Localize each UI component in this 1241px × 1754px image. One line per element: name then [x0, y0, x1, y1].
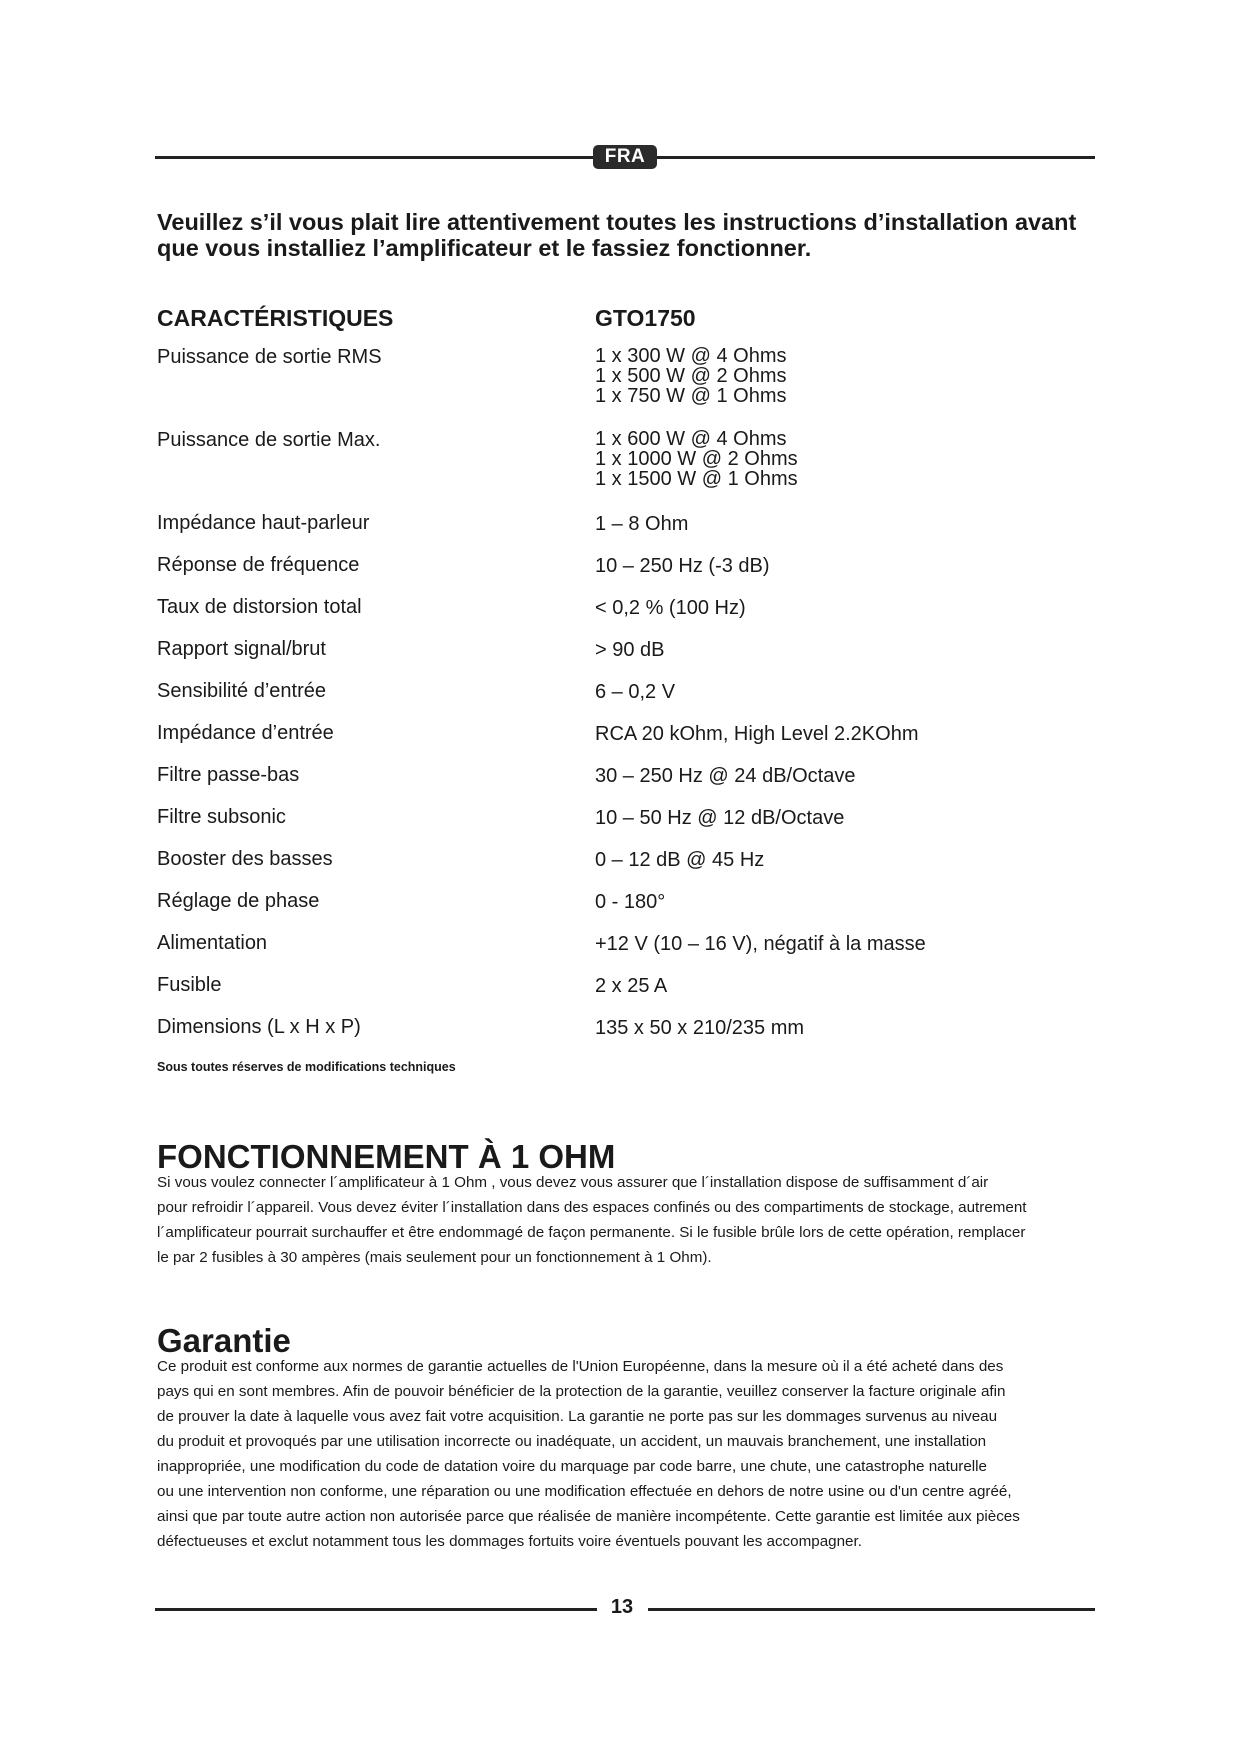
one-ohm-heading: FONCTIONNEMENT À 1 OHM: [157, 1138, 616, 1175]
spec-label: Réglage de phase: [157, 890, 320, 912]
spec-values: [595, 764, 855, 788]
specs-footnote: Sous toutes réserves de modifications techniques: [157, 1060, 456, 1074]
paragraph-line: l´amplificateur pourrait surchauffer et être endommagé de façon permanente. Si le fusible brûle lors de cette opération, remplacer: [157, 1224, 1026, 1241]
spec-value: 1 x 1000 W @ 2 Ohms: [595, 448, 798, 470]
spec-value: 2 x 25 A: [595, 975, 668, 997]
paragraph-line: ou une intervention non conforme, une réparation ou une modification effectuée en dehors de notre usine ou d'un centre agréé,: [157, 1483, 1012, 1500]
footer-rule-right: [648, 1608, 1095, 1611]
intro-instruction: Veuillez s’il vous plait lire attentivement toutes les instructions d’installation avant que vous installiez l’amplificateur et le fassiez fonctionner.: [157, 209, 1077, 261]
spec-values: [595, 638, 665, 662]
paragraph-line: le par 2 fusibles à 30 ampères (mais seulement pour un fonctionnement à 1 Ohm).: [157, 1249, 712, 1266]
spec-label: Sensibilité d’entrée: [157, 680, 326, 702]
footer-rule-left: [155, 1608, 597, 1611]
spec-label: Fusible: [157, 974, 222, 996]
spec-values: [595, 512, 688, 536]
spec-values: [595, 554, 770, 578]
warranty-paragraph: [157, 1354, 1097, 1554]
spec-label: Impédance haut-parleur: [157, 512, 370, 534]
spec-label: Alimentation: [157, 932, 268, 954]
spec-label: Puissance de sortie RMS: [157, 346, 382, 368]
spec-label: Filtre subsonic: [157, 806, 286, 828]
spec-value: 1 x 300 W @ 4 Ohms: [595, 345, 787, 367]
header-rule-left: [155, 156, 595, 159]
paragraph-line: inappropriée, une modification du code de datation voire du marquage par code barre, une chute, une catastrophe naturelle: [157, 1458, 987, 1475]
spec-value: 6 – 0,2 V: [595, 681, 676, 703]
language-badge: FRA: [593, 145, 657, 169]
one-ohm-paragraph: [157, 1170, 1097, 1270]
model-heading: GTO1750: [595, 305, 696, 331]
spec-values: [595, 596, 746, 620]
spec-values: [595, 346, 786, 406]
spec-label: Booster des basses: [157, 848, 333, 870]
specs-heading: CARACTÉRISTIQUES: [157, 305, 394, 331]
spec-values: [595, 974, 667, 998]
spec-values: [595, 848, 764, 872]
spec-value: +12 V (10 – 16 V), négatif à la masse: [595, 933, 926, 955]
spec-values: [595, 429, 798, 489]
spec-value: 1 – 8 Ohm: [595, 513, 689, 535]
spec-values: [595, 680, 675, 704]
spec-value: > 90 dB: [595, 639, 665, 661]
spec-label: Filtre passe-bas: [157, 764, 300, 786]
spec-label: Impédance d’entrée: [157, 722, 334, 744]
paragraph-line: ainsi que par toute autre action non autorisée parce que réalisée de manière incompétente. Cette garantie est limitée aux pièces: [157, 1508, 1020, 1525]
spec-value: 0 - 180°: [595, 891, 666, 913]
header-rule-right: [655, 156, 1095, 159]
paragraph-line: défectueuses et exclut notamment tous les dommages fortuits voire éventuels pouvant les accompagner.: [157, 1533, 862, 1550]
spec-value: 1 x 600 W @ 4 Ohms: [595, 428, 787, 450]
paragraph-line: de prouver la date à laquelle vous avez fait votre acquisition. La garantie ne porte pas sur les dommages survenus au niveau: [157, 1408, 998, 1425]
spec-value: 10 – 250 Hz (-3 dB): [595, 555, 770, 577]
spec-label: Réponse de fréquence: [157, 554, 360, 576]
spec-value: < 0,2 % (100 Hz): [595, 597, 746, 619]
spec-value: 1 x 1500 W @ 1 Ohms: [595, 468, 798, 490]
spec-values: [595, 722, 918, 746]
spec-value: 30 – 250 Hz @ 24 dB/Octave: [595, 765, 856, 787]
warranty-heading: Garantie: [157, 1322, 291, 1359]
spec-values: [595, 932, 926, 956]
spec-value: 10 – 50 Hz @ 12 dB/Octave: [595, 807, 845, 829]
spec-label: Rapport signal/brut: [157, 638, 326, 660]
spec-values: [595, 806, 844, 830]
paragraph-line: pour refroidir l´appareil. Vous devez éviter l´installation dans des espaces confinés ou des compartiments de stockage, autrement: [157, 1199, 1027, 1216]
paragraph-line: Si vous voulez connecter l´amplificateur à 1 Ohm , vous devez vous assurer que l´installation dispose de suffisamment d´air: [157, 1174, 989, 1191]
page-number: 13: [610, 1596, 634, 1618]
spec-value: RCA 20 kOhm, High Level 2.2KOhm: [595, 723, 919, 745]
paragraph-line: Ce produit est conforme aux normes de garantie actuelles de l'Union Européenne, dans la mesure où il a été acheté dans des: [157, 1358, 1004, 1375]
spec-label: Dimensions (L x H x P): [157, 1016, 361, 1038]
spec-value: 0 – 12 dB @ 45 Hz: [595, 849, 765, 871]
spec-label: Puissance de sortie Max.: [157, 429, 381, 451]
paragraph-line: pays qui en sont membres. Afin de pouvoir bénéficier de la protection de la garantie, veuillez conserver la facture originale afin: [157, 1383, 1006, 1400]
spec-value: 1 x 750 W @ 1 Ohms: [595, 385, 787, 407]
spec-label: Taux de distorsion total: [157, 596, 362, 618]
spec-value: 135 x 50 x 210/235 mm: [595, 1017, 805, 1039]
spec-value: 1 x 500 W @ 2 Ohms: [595, 365, 787, 387]
spec-values: [595, 1016, 804, 1040]
paragraph-line: du produit et provoqués par une utilisation incorrecte ou inadéquate, un accident, un mauvais branchement, une installation: [157, 1433, 987, 1450]
spec-values: [595, 890, 665, 914]
